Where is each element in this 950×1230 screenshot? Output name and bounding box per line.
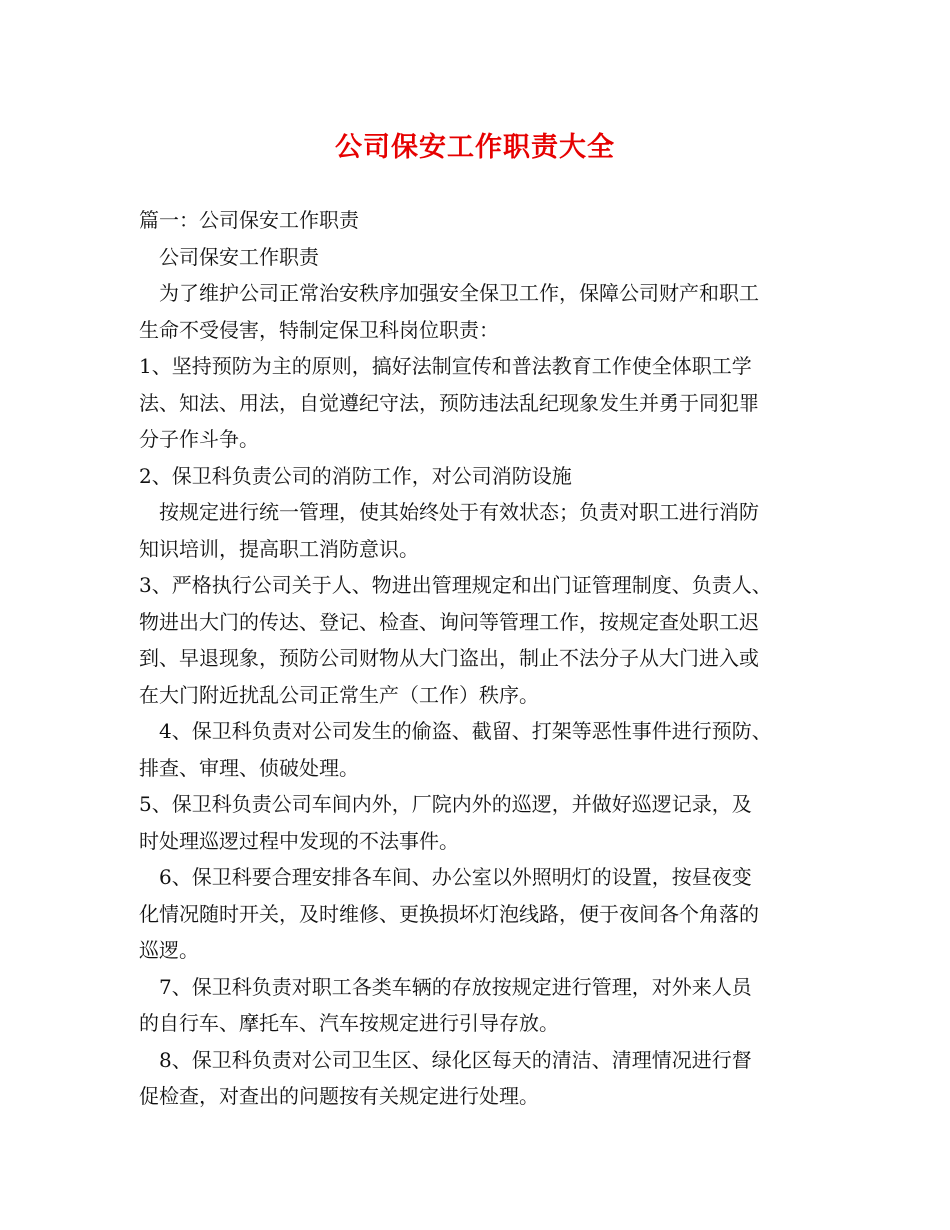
body-line: 到、早退现象，预防公司财物从大门盗出，制止不法分子从大门进入或	[139, 646, 759, 670]
body-line: 4、保卫科负责对公司发生的偷盗、截留、打架等恶性事件进行预防、	[139, 719, 772, 743]
body-line: 在大门附近扰乱公司正常生产（工作）秩序。	[139, 682, 539, 707]
body-line: 6、保卫科要合理安排各车间、办公室以外照明灯的设置，按昼夜变	[139, 865, 752, 889]
body-line: 2、保卫科负责公司的消防工作，对公司消防设施	[139, 463, 572, 488]
body-line: 巡逻。	[139, 938, 199, 962]
body-line: 的自行车、摩托车、汽车按规定进行引导存放。	[139, 1011, 559, 1035]
body-line: 3、严格执行公司关于人、物进出管理规定和出门证管理制度、负责人、	[139, 573, 772, 597]
body-line: 5、保卫科负责公司车间内外，厂院内外的巡逻，并做好巡逻记录，及	[139, 792, 752, 816]
body-line: 按规定进行统一管理，使其始终处于有效状态；负责对职工进行消防	[139, 500, 759, 524]
body-line: 为了维护公司正常治安秩序加强安全保卫工作，保障公司财产和职工	[139, 281, 759, 305]
body-line: 物进出大门的传达、登记、检查、询问等管理工作，按规定查处职工迟	[139, 609, 759, 634]
body-line: 1、坚持预防为主的原则，搞好法制宣传和普法教育工作使全体职工学	[139, 354, 752, 378]
document-title: 公司保安工作职责大全	[335, 132, 615, 163]
body-line: 生命不受侵害，特制定保卫科岗位职责：	[139, 317, 499, 342]
body-line: 排查、审理、侦破处理。	[139, 755, 359, 780]
body-line: 公司保安工作职责	[139, 244, 319, 269]
body-line: 法、知法、用法，自觉遵纪守法，预防违法乱纪现象发生并勇于同犯罪	[139, 390, 759, 415]
body-line: 7、保卫科负责对职工各类车辆的存放按规定进行管理，对外来人员	[139, 974, 752, 999]
body-line: 化情况随时开关，及时维修、更换损坏灯泡线路，便于夜间各个角落的	[139, 901, 759, 926]
document-body	[139, 202, 819, 1115]
body-line: 时处理巡逻过程中发现的不法事件。	[139, 828, 459, 853]
body-line: 分子作斗争。	[139, 427, 259, 451]
body-line: 知识培训，提高职工消防意识。	[139, 536, 419, 561]
body-line: 8、保卫科负责对公司卫生区、绿化区每天的清洁、清理情况进行督	[139, 1047, 752, 1072]
body-line: 篇一：公司保安工作职责	[139, 208, 359, 232]
body-line: 促检查，对查出的问题按有关规定进行处理。	[139, 1084, 539, 1108]
